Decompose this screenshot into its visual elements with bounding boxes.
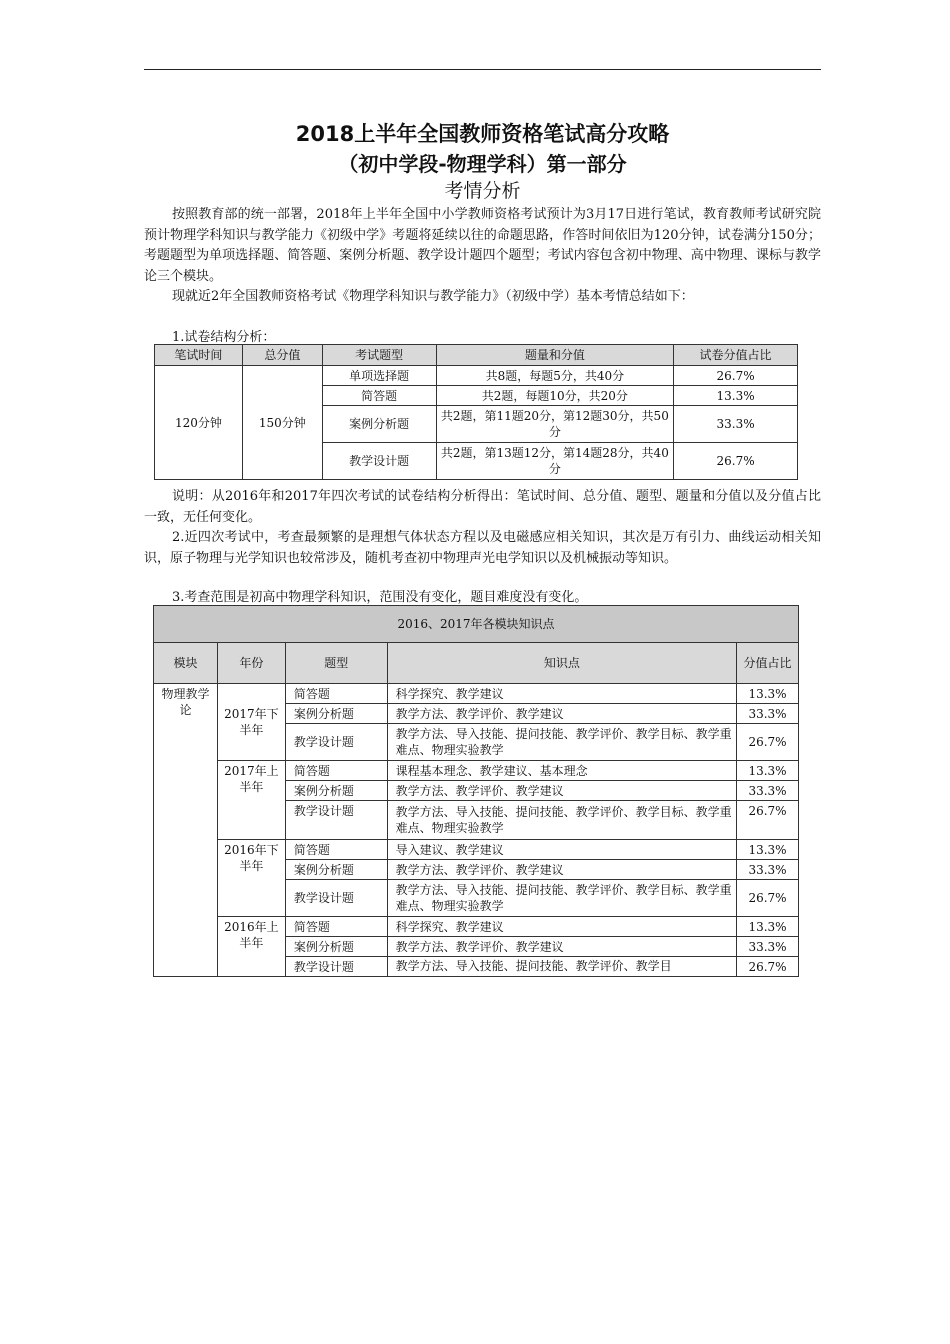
structure-heading: 1.试卷结构分析： <box>172 330 276 345</box>
pct-cell: 33.3% <box>737 937 799 957</box>
pct-cell: 33.3% <box>737 781 799 801</box>
type-cell: 案例分析题 <box>285 704 387 724</box>
type-cell: 教学设计题 <box>285 880 387 917</box>
header-rule <box>144 69 821 70</box>
pct-cell: 13.3% <box>674 386 798 406</box>
header-cell: 分值占比 <box>737 643 799 684</box>
points-cell: 教学方法、教学评价、教学建议 <box>387 781 736 801</box>
pct-cell: 26.7% <box>737 880 799 917</box>
pct-cell: 26.7% <box>737 957 799 977</box>
type-cell: 简答题 <box>322 386 436 406</box>
points-cell: 教学方法、教学评价、教学建议 <box>387 937 736 957</box>
pct-cell: 13.3% <box>737 840 799 860</box>
note-paragraph: 说明：从2016年和2017年四次考试的试卷结构分析得出：笔试时间、总分值、题型、题量和分值以及分值占比一致，无任何变化。 <box>144 489 821 525</box>
year-cell: 2016年上半年 <box>217 917 285 977</box>
points-cell: 科学探究、教学建议 <box>387 684 736 704</box>
type-cell: 教学设计题 <box>285 724 387 761</box>
type-cell: 单项选择题 <box>322 366 436 386</box>
header-cell: 笔试时间 <box>155 345 243 366</box>
module-cell: 物理教学论 <box>154 684 218 977</box>
year-cell: 2017年下半年 <box>217 684 285 761</box>
year-cell: 2017年上半年 <box>217 761 285 840</box>
exam-structure-table <box>154 344 798 480</box>
type-cell: 案例分析题 <box>285 860 387 880</box>
detail-cell: 共2题，第13题12分，第14题28分，共40分 <box>436 443 674 480</box>
scope-paragraph: 3.考查范围是初高中物理学科知识，范围没有变化，题目难度没有变化。 <box>172 590 588 605</box>
points-cell: 教学方法、导入技能、提问技能、教学评价、教学目标、教学重难点、物理实验教学 <box>387 724 736 761</box>
year-cell: 2016年下半年 <box>217 840 285 917</box>
table-row <box>154 917 799 937</box>
detail-cell: 共8题，每题5分，共40分 <box>436 366 674 386</box>
pct-cell: 13.3% <box>737 917 799 937</box>
header-cell: 题量和分值 <box>436 345 674 366</box>
type-cell: 教学设计题 <box>285 957 387 977</box>
points-cell: 教学方法、教学评价、教学建议 <box>387 704 736 724</box>
doc-subtitle: （初中学段-物理学科）第一部分 <box>338 152 627 176</box>
points-cell: 课程基本理念、教学建议、基本理念 <box>387 761 736 781</box>
type-cell: 教学设计题 <box>322 443 436 480</box>
total-score-cell: 150分钟 <box>242 366 322 480</box>
header-cell: 题型 <box>285 643 387 684</box>
intro-paragraph: 按照教育部的统一部署，2018年上半年全国中小学教师资格考试预计为3月17日进行笔试，教育教师考试研究院预计物理学科知识与教学能力《初级中学》考题将延续以往的命题思路，作答时间依旧为120分钟，试卷满分150分；考题题型为单项选择题、简答题、案例分析题、教学设计题四个题型；考试内容包含初中物理、高中物理、课标与教学论三个模块。 <box>144 207 821 284</box>
frequency-paragraph: 2.近四次考试中，考查最频繁的是理想气体状态方程以及电磁感应相关知识，其次是万有引力、曲线运动相关知识，原子物理与光学知识也较常涉及，随机考查初中物理声光电学知识以及机械振动等知识。 <box>144 530 821 566</box>
knowledge-points-table <box>153 605 799 977</box>
pct-cell: 26.7% <box>737 724 799 761</box>
exam-time-cell: 120分钟 <box>155 366 243 480</box>
header-cell: 总分值 <box>242 345 322 366</box>
table-caption: 2016、2017年各模块知识点 <box>154 606 799 643</box>
doc-title: 2018上半年全国教师资格笔试高分攻略 <box>295 122 670 146</box>
points-cell <box>387 957 736 977</box>
header-cell: 考试题型 <box>322 345 436 366</box>
pct-cell: 33.3% <box>737 860 799 880</box>
pct-cell: 26.7% <box>674 443 798 480</box>
pct-cell: 26.7% <box>737 801 799 840</box>
header-cell: 年份 <box>217 643 285 684</box>
table-row <box>154 840 799 860</box>
table-header-row <box>155 345 798 366</box>
type-cell: 教学设计题 <box>285 801 387 840</box>
points-cell: 教学方法、导入技能、提问技能、教学评价、教学目标、教学重难点、物理实验教学 <box>387 801 736 840</box>
pct-cell: 13.3% <box>737 684 799 704</box>
pct-cell: 33.3% <box>674 406 798 443</box>
header-cell: 知识点 <box>387 643 736 684</box>
type-cell: 简答题 <box>285 684 387 704</box>
pct-cell: 26.7% <box>674 366 798 386</box>
table-row <box>155 366 798 386</box>
points-cell: 科学探究、教学建议 <box>387 917 736 937</box>
type-cell: 简答题 <box>285 917 387 937</box>
type-cell: 案例分析题 <box>285 781 387 801</box>
detail-cell: 共2题，每题10分，共20分 <box>436 386 674 406</box>
points-cell: 教学方法、导入技能、提问技能、教学评价、教学目标、教学重难点、物理实验教学 <box>387 880 736 917</box>
type-cell: 简答题 <box>285 840 387 860</box>
type-cell: 简答题 <box>285 761 387 781</box>
type-cell: 案例分析题 <box>285 937 387 957</box>
points-cell: 导入建议、教学建议 <box>387 840 736 860</box>
section-title: 考情分析 <box>444 180 521 202</box>
table-header-row <box>154 643 799 684</box>
type-cell: 案例分析题 <box>322 406 436 443</box>
summary-paragraph: 现就近2年全国教师资格考试《物理学科知识与教学能力》（初级中学）基本考情总结如下： <box>172 289 694 304</box>
points-cell: 教学方法、教学评价、教学建议 <box>387 860 736 880</box>
header-cell: 试卷分值占比 <box>674 345 798 366</box>
header-cell: 模块 <box>154 643 218 684</box>
pct-cell: 13.3% <box>737 761 799 781</box>
table-row <box>154 761 799 781</box>
table-row <box>154 684 799 704</box>
pct-cell: 33.3% <box>737 704 799 724</box>
detail-cell: 共2题，第11题20分，第12题30分，共50分 <box>436 406 674 443</box>
points-text: 教学方法、导入技能、提问技能、教学评价、教学目 <box>395 959 672 973</box>
